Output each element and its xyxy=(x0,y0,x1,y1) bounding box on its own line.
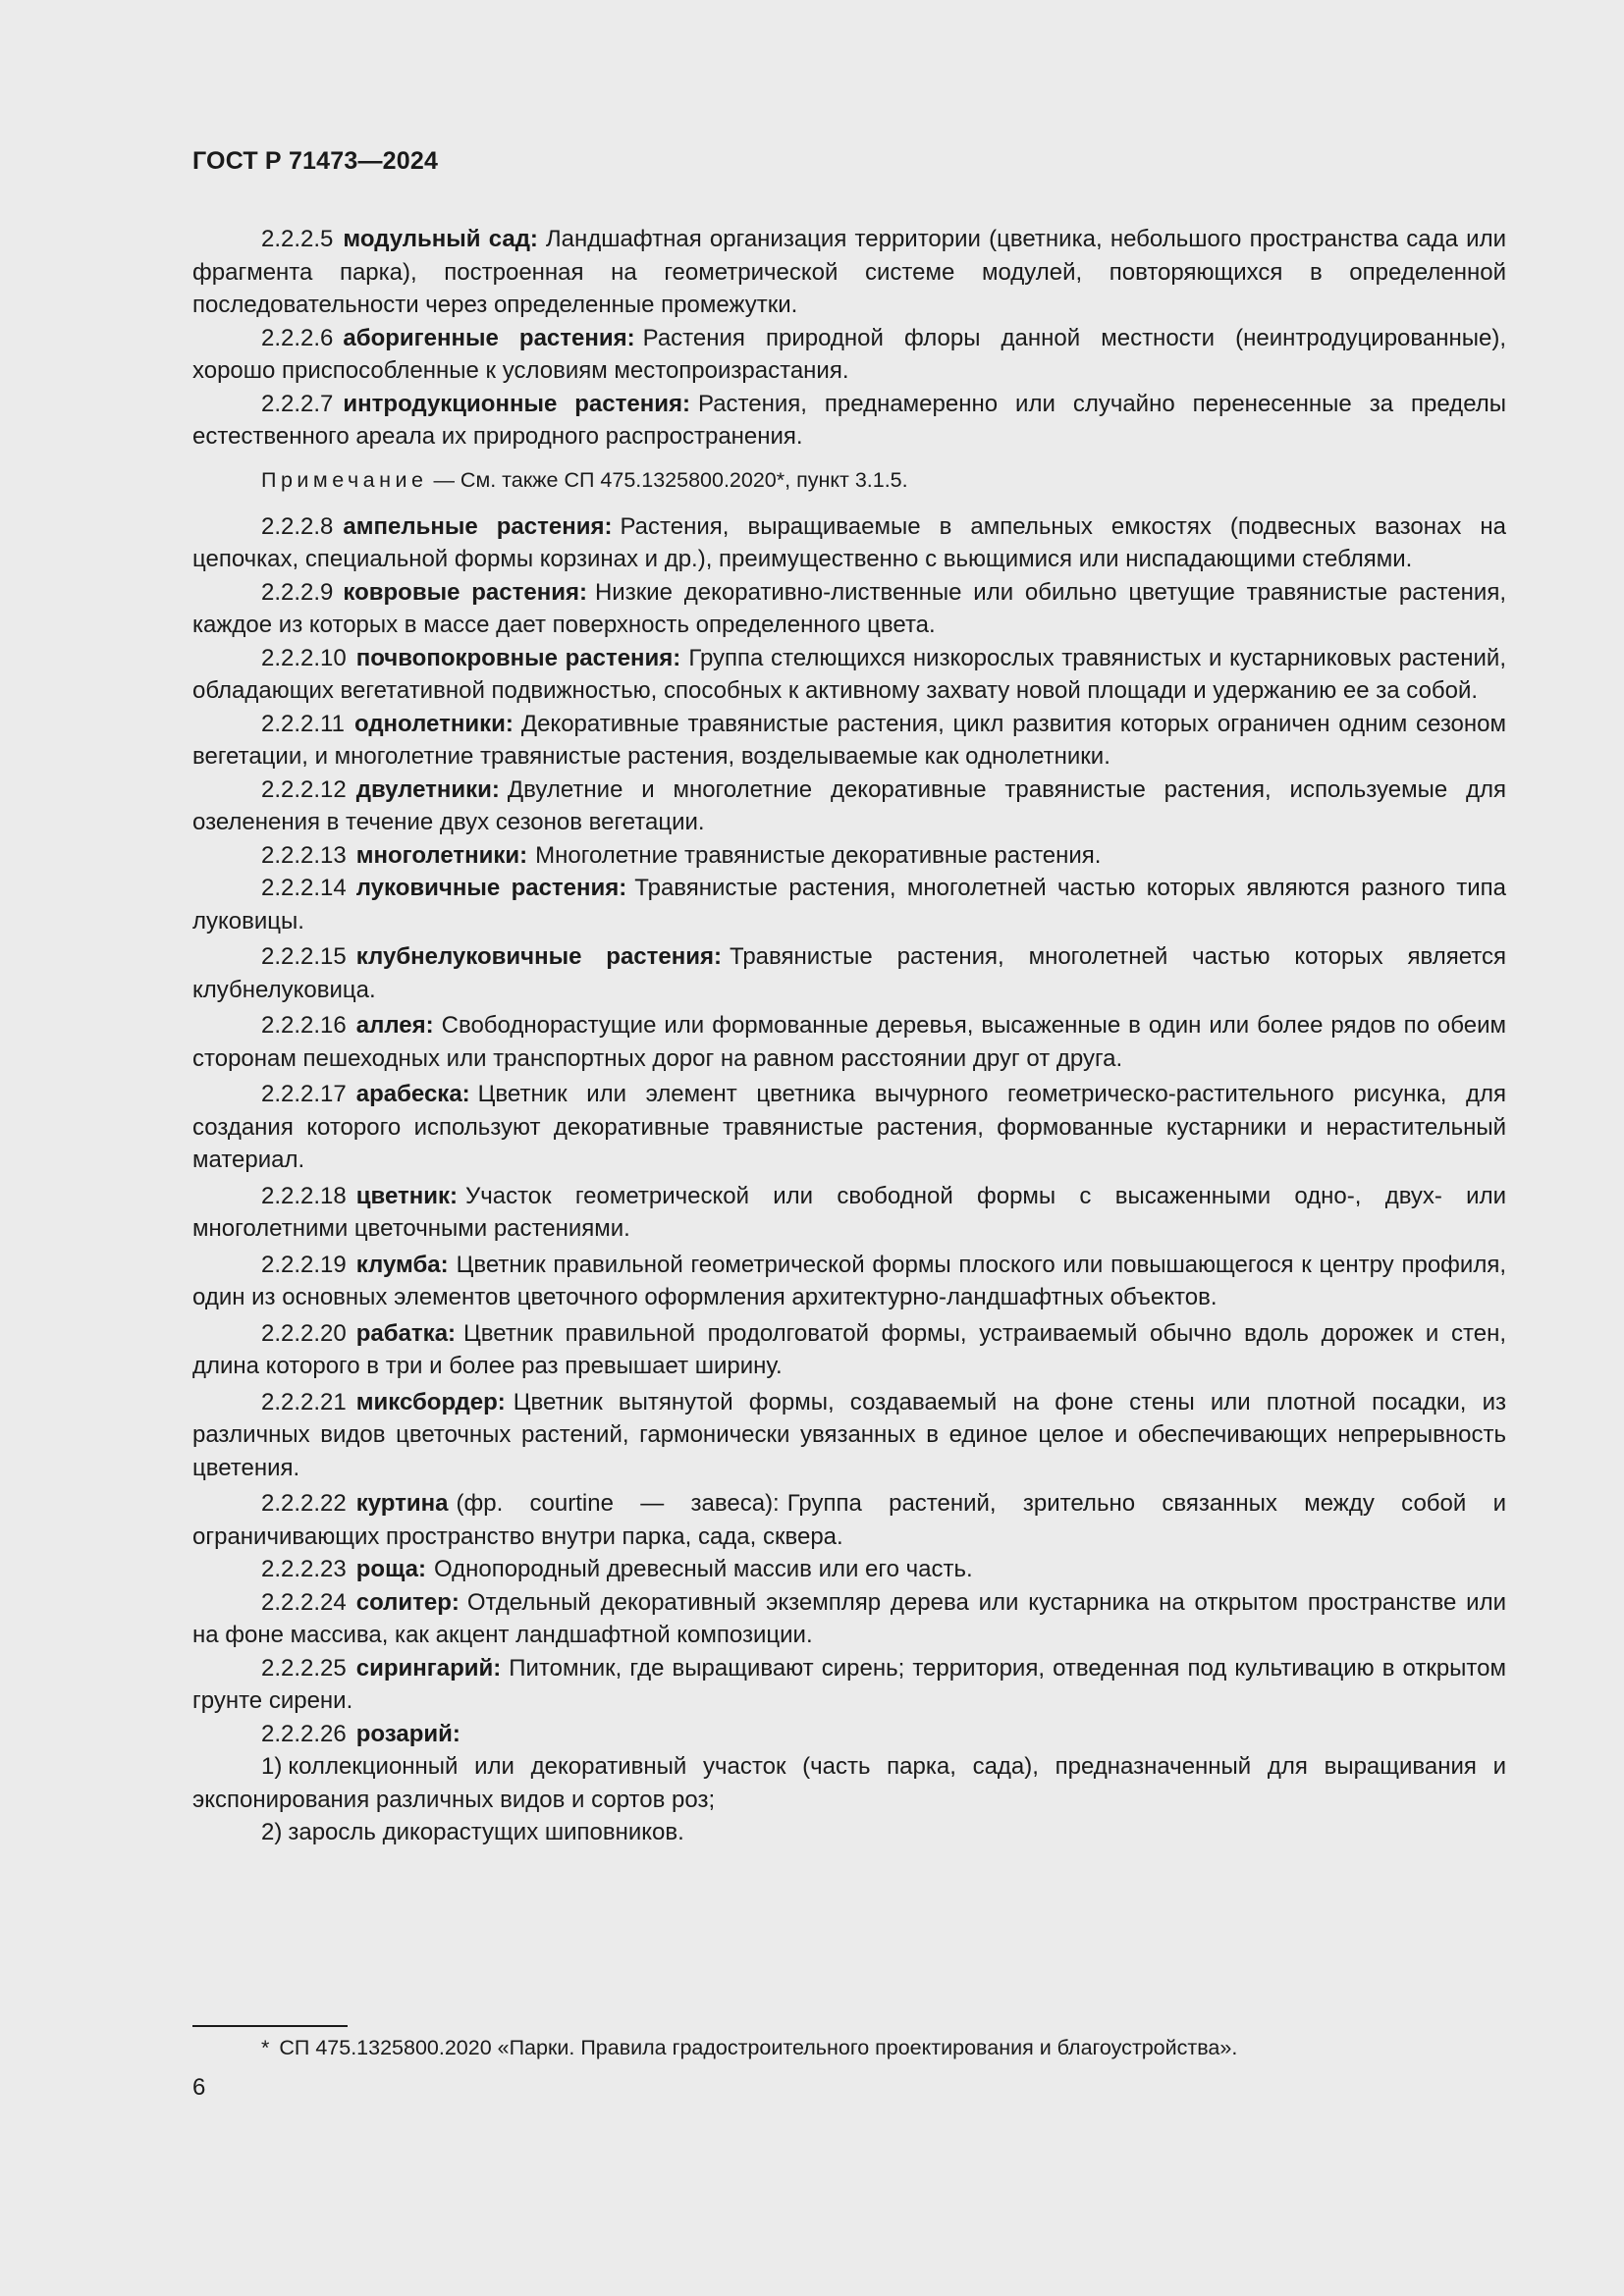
term-title: ковровые растения: xyxy=(343,578,587,606)
term-text: Однопородный древесный массив или его часть. xyxy=(433,1556,973,1582)
term-title: куртина xyxy=(355,1490,449,1517)
term-text: Растения природной флоры данной местности (неинтродуцированные), хорошо приспособленные к условиям местопроизрастания. xyxy=(192,324,1506,384)
clause-number: 2.2.2.11 xyxy=(261,710,345,737)
clause-number: 2.2.2.13 xyxy=(261,841,347,869)
term-definition xyxy=(192,510,1506,576)
term-definition xyxy=(192,642,1506,708)
note-label: Примечание xyxy=(261,467,428,492)
term-definition xyxy=(192,839,1506,873)
term-definition xyxy=(192,1487,1506,1553)
term-text: Участок геометрической или свободной формы с высаженными одно-, двух- или многолетними цветочными растениями. xyxy=(192,1182,1506,1242)
term-title: двулетники: xyxy=(355,775,500,803)
clause-number: 2.2.2.17 xyxy=(261,1081,347,1107)
list-item-number: 1) xyxy=(261,1753,283,1780)
list-item xyxy=(192,1750,1506,1816)
clause-number: 2.2.2.8 xyxy=(261,512,334,540)
footnote-divider xyxy=(192,2025,348,2027)
clause-number: 2.2.2.23 xyxy=(261,1556,347,1582)
clause-number: 2.2.2.18 xyxy=(261,1182,347,1209)
term-text: Группа стелющихся низкорослых травянистых и кустарниковых растений, обладающих вегетативной подвижностью, способных к активному захвату новой площади и удержанию ее за собой. xyxy=(192,644,1506,704)
list-item-number: 2) xyxy=(261,1819,283,1845)
clause-number: 2.2.2.15 xyxy=(261,943,347,970)
term-title: однолетники: xyxy=(353,710,514,737)
term-title: розарий: xyxy=(355,1720,460,1747)
term-text: Питомник, где выращивают сирень; территория, отведенная под культивацию в открытом грунте сирени. xyxy=(192,1654,1506,1714)
term-text: Ландшафтная организация территории (цветника, небольшого пространства сада или фрагмента парка), построенная на геометрической системе модулей, повторяющихся в определенной последовательности через определенные промежутки. xyxy=(192,226,1506,318)
clause-number: 2.2.2.14 xyxy=(261,875,347,901)
term-title: рабатка: xyxy=(355,1319,457,1347)
note-text: — См. также СП 475.1325800.2020*, пункт 3.1.5. xyxy=(433,467,908,492)
term-definition xyxy=(192,223,1506,322)
term-definition xyxy=(192,1317,1506,1383)
clause-number: 2.2.2.9 xyxy=(261,578,334,606)
term-definition xyxy=(192,872,1506,937)
term-definition xyxy=(192,1078,1506,1177)
clause-number: 2.2.2.16 xyxy=(261,1012,347,1039)
term-definition xyxy=(192,708,1506,774)
term-title: роща: xyxy=(355,1556,426,1582)
term-title: луковичные растения: xyxy=(355,875,627,901)
term-title: аллея: xyxy=(355,1012,434,1039)
term-text: Растения, выращиваемые в ампельных емкостях (подвесных вазонах на цепочках, специальной формы корзинах и др.), преимущественно с вьющимися или ниспадающими стеблями. xyxy=(192,512,1506,572)
footnote xyxy=(261,2033,1237,2062)
page-number: 6 xyxy=(192,2074,206,2101)
list-item-text: коллекционный или декоративный участок (часть парка, сада), предназначенный для выращивания и экспонирования различных видов и сортов роз; xyxy=(192,1753,1506,1813)
clause-number: 2.2.2.7 xyxy=(261,390,334,417)
clause-number: 2.2.2.6 xyxy=(261,324,334,351)
term-text: Растения, преднамеренно или случайно перенесенные за пределы естественного ареала их природного распространения. xyxy=(192,390,1506,450)
term-text: Цветник правильной продолговатой формы, устраиваемый обычно вдоль дорожек и стен, длина которого в три и более раз превышает ширину. xyxy=(192,1319,1506,1379)
footnote-text: СП 475.1325800.2020 «Парки. Правила градостроительного проектирования и благоустройства». xyxy=(279,2036,1238,2059)
term-text: Двулетние и многолетние декоративные травянистые растения, используемые для озеленения в течение двух сезонов вегетации. xyxy=(192,775,1506,835)
term-title: сирингарий: xyxy=(355,1654,502,1682)
term-definition xyxy=(192,1652,1506,1718)
note xyxy=(192,465,1506,495)
term-text: Травянистые растения, многолетней частью которых являются разного типа луковицы. xyxy=(192,875,1506,934)
term-text: Группа растений, зрительно связанных между собой и ограничивающих пространство внутри парка, сада, сквера. xyxy=(192,1490,1506,1550)
term-title: ампельные растения: xyxy=(343,512,613,540)
term-title: многолетники: xyxy=(355,841,528,869)
document-body xyxy=(192,223,1506,1849)
term-text: Отдельный декоративный экземпляр дерева или кустарника на открытом пространстве или на фоне массива, как акцент ландшафтной композиции. xyxy=(192,1588,1506,1648)
document-code-header: ГОСТ Р 71473—2024 xyxy=(192,147,439,175)
term-definition xyxy=(192,576,1506,642)
term-title: клумба: xyxy=(355,1251,449,1278)
term-title: почвопокровные растения: xyxy=(355,644,681,671)
clause-number: 2.2.2.25 xyxy=(261,1654,347,1682)
term-list-a xyxy=(192,223,1506,454)
clause-number: 2.2.2.21 xyxy=(261,1388,347,1415)
term-definition xyxy=(192,388,1506,454)
term-title: миксбордер: xyxy=(355,1388,506,1415)
term-definition xyxy=(192,940,1506,1006)
term-text: Цветник правильной геометрической формы плоского или повышающегося к центру профиля, один из основных элементов цветочного оформления архитектурно-ландшафтных объектов. xyxy=(192,1251,1506,1310)
footnote-mark: * xyxy=(261,2036,270,2059)
term-text: Многолетние травянистые декоративные растения. xyxy=(535,841,1102,869)
term-title: модульный сад: xyxy=(343,226,538,252)
term-title: аборигенные растения: xyxy=(343,324,635,351)
list-item xyxy=(192,1816,1506,1849)
term-title: арабеска: xyxy=(355,1081,470,1107)
term-definition xyxy=(192,322,1506,388)
term-title: цветник: xyxy=(355,1182,458,1209)
term-text: Цветник или элемент цветника вычурного геометрическо-растительного рисунка, для создания которого используют декоративные травянистые растения, формованные кустарники и нерастительный материал. xyxy=(192,1081,1506,1173)
term-definition xyxy=(192,1249,1506,1314)
clause-number: 2.2.2.19 xyxy=(261,1251,347,1278)
term-text: Декоративные травянистые растения, цикл развития которых ограничен одним сезоном вегетации, и многолетние травянистые растения, возделываемые как однолетники. xyxy=(192,710,1506,770)
list-item-text: заросль дикорастущих шиповников. xyxy=(288,1819,684,1845)
term-etymology: (фр. courtine — завеса): xyxy=(456,1490,780,1517)
term-definition xyxy=(192,1386,1506,1485)
clause-number: 2.2.2.26 xyxy=(261,1720,347,1747)
term-definition xyxy=(192,1718,1506,1751)
term-text: Свободнорастущие или формованные деревья, высаженные в один или более рядов по обеим сторонам пешеходных или транспортных дорог на равном расстоянии друг от друга. xyxy=(192,1012,1506,1072)
term-title: солитер: xyxy=(355,1588,460,1616)
term-title: интродукционные растения: xyxy=(343,390,690,417)
term-text: Низкие декоративно-лиственные или обильно цветущие травянистые растения, каждое из которых в массе дает поверхность определенного цвета. xyxy=(192,578,1506,638)
term-text: Травянистые растения, многолетней частью которых является клубнелуковица. xyxy=(192,943,1506,1003)
term-text: Цветник вытянутой формы, создаваемый на фоне стены или плотной посадки, из различных видов цветочных растений, гармонически увязанных в единое целое и обеспечивающих непрерывность цветения. xyxy=(192,1388,1506,1481)
term-title: клубнелуковичные растения: xyxy=(355,943,722,970)
term-definition xyxy=(192,1586,1506,1652)
clause-number: 2.2.2.20 xyxy=(261,1319,347,1347)
clause-number: 2.2.2.24 xyxy=(261,1588,347,1616)
term-definition xyxy=(192,774,1506,839)
clause-number: 2.2.2.10 xyxy=(261,644,347,671)
clause-number: 2.2.2.5 xyxy=(261,226,334,252)
term-list-b xyxy=(192,510,1506,1751)
rosary-definition-list xyxy=(192,1750,1506,1849)
term-definition xyxy=(192,1180,1506,1246)
clause-number: 2.2.2.22 xyxy=(261,1490,347,1517)
term-definition xyxy=(192,1553,1506,1586)
clause-number: 2.2.2.12 xyxy=(261,775,347,803)
term-definition xyxy=(192,1009,1506,1075)
